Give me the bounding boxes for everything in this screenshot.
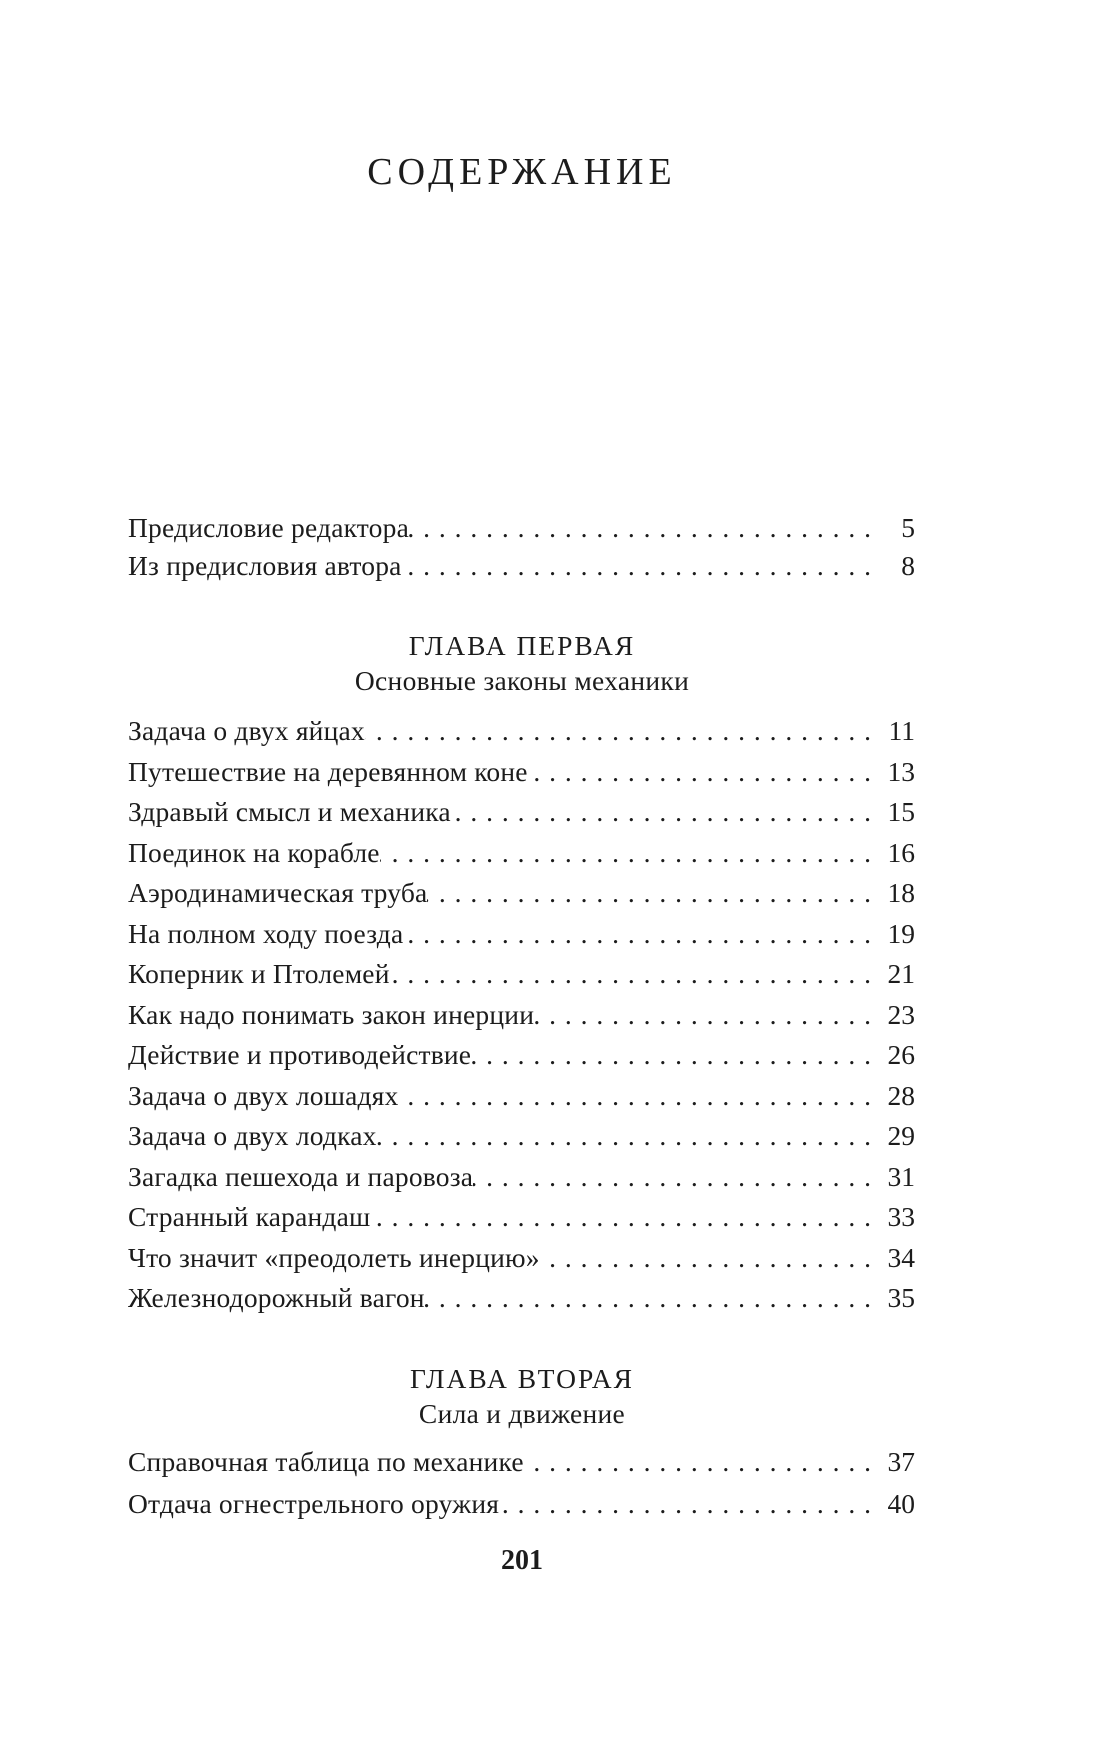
dot-leader bbox=[499, 1483, 871, 1525]
toc-entry-page: 8 bbox=[901, 550, 915, 581]
toc-entry-title: Задача о двух яйцах bbox=[128, 715, 365, 746]
toc-entry[interactable] bbox=[128, 833, 915, 874]
chapter-heading bbox=[0, 628, 1044, 698]
toc-entry-title: Справочная таблица по механике bbox=[128, 1446, 524, 1477]
toc-entry[interactable] bbox=[128, 873, 915, 914]
toc-entry[interactable] bbox=[128, 1483, 915, 1525]
toc-entry-page: 11 bbox=[888, 715, 915, 746]
toc-entry-title: Предисловие редактора bbox=[128, 512, 409, 543]
dot-leader bbox=[402, 547, 871, 585]
toc-entry[interactable] bbox=[128, 1076, 915, 1117]
toc-entry-page: 18 bbox=[887, 877, 915, 908]
toc-entry[interactable] bbox=[128, 547, 915, 585]
dot-leader bbox=[473, 1157, 871, 1198]
toc-entry[interactable] bbox=[128, 1116, 915, 1157]
toc-entry-page: 21 bbox=[887, 958, 915, 989]
toc-entry-page: 33 bbox=[887, 1201, 915, 1232]
chapter-label: ГЛАВА ВТОРАЯ bbox=[410, 1363, 634, 1394]
dot-leader bbox=[403, 914, 871, 955]
toc-entry-page: 35 bbox=[887, 1282, 915, 1313]
toc-entry-page: 34 bbox=[887, 1241, 915, 1273]
dot-leader bbox=[365, 711, 871, 752]
toc-front-matter bbox=[128, 509, 915, 585]
toc-entry[interactable] bbox=[128, 1441, 915, 1483]
dot-leader bbox=[409, 509, 871, 547]
toc-entry-page: 16 bbox=[887, 836, 915, 868]
toc-entry-title: Здравый смысл и механика bbox=[128, 796, 451, 827]
toc-entry-title: Как надо понимать закон инерции bbox=[128, 998, 535, 1030]
toc-entry-page: 15 bbox=[887, 796, 915, 827]
toc-entry-title: Из предисловия автора bbox=[128, 550, 402, 581]
toc-entry[interactable] bbox=[128, 752, 915, 793]
toc-entry-title: Задача о двух лодках bbox=[128, 1120, 377, 1151]
toc-entry-page: 5 bbox=[901, 512, 915, 543]
dot-leader bbox=[524, 1441, 871, 1483]
toc-entry[interactable] bbox=[128, 792, 915, 833]
dot-leader bbox=[528, 752, 871, 793]
toc-entry-title: Действие и противодействие bbox=[128, 1039, 472, 1070]
toc-entry-page: 23 bbox=[887, 998, 915, 1030]
toc-entry-page: 13 bbox=[887, 755, 915, 787]
toc-entry-title: Поединок на корабле bbox=[128, 836, 380, 868]
dot-leader bbox=[471, 1035, 871, 1076]
toc-entry-title: Странный карандаш bbox=[128, 1201, 371, 1232]
toc-entry-title: На полном ходу поезда bbox=[128, 917, 404, 949]
dot-leader bbox=[370, 1197, 871, 1238]
toc-entry-page: 40 bbox=[887, 1488, 915, 1519]
toc-chapter-1-entries bbox=[128, 711, 915, 1319]
toc-entry-title: Коперник и Птолемей bbox=[128, 958, 390, 989]
dot-leader bbox=[540, 1238, 871, 1279]
dot-leader bbox=[398, 1076, 871, 1117]
toc-entry[interactable] bbox=[128, 995, 915, 1036]
chapter-subtitle: Основные законы механики bbox=[354, 665, 690, 696]
toc-entry-page: 28 bbox=[887, 1079, 915, 1111]
toc-entry-page: 26 bbox=[887, 1039, 915, 1070]
toc-entry-title: Задача о двух лошадях bbox=[128, 1079, 399, 1111]
chapter-subtitle: Сила и движение bbox=[418, 1398, 626, 1429]
dot-leader bbox=[377, 1116, 871, 1157]
toc-entry-page: 19 bbox=[887, 917, 915, 949]
toc-entry-title: Аэродинамическая труба bbox=[128, 877, 428, 908]
page-title: СОДЕРЖАНИЕ bbox=[367, 151, 677, 193]
dot-leader bbox=[425, 1278, 871, 1319]
toc-entry[interactable] bbox=[128, 954, 915, 995]
dot-leader bbox=[380, 833, 871, 874]
chapter-label: ГЛАВА ПЕРВАЯ bbox=[408, 630, 636, 661]
toc-entry-title: Отдача огнестрельного оружия bbox=[128, 1488, 500, 1519]
toc-entry[interactable] bbox=[128, 1278, 915, 1319]
toc-entry-page: 29 bbox=[887, 1120, 915, 1151]
toc-entry[interactable] bbox=[128, 1197, 915, 1238]
dot-leader bbox=[534, 995, 871, 1036]
toc-entry-title: Путешествие на деревянном коне bbox=[128, 755, 528, 787]
toc-entry[interactable] bbox=[128, 1157, 915, 1198]
chapter-heading bbox=[0, 1361, 1044, 1431]
toc-chapter-2-entries bbox=[128, 1441, 915, 1525]
page-number: 201 bbox=[501, 1545, 543, 1576]
toc-entry-title: Железнодорожный вагон bbox=[128, 1282, 425, 1313]
toc-entry-page: 37 bbox=[887, 1446, 915, 1477]
toc-entry[interactable] bbox=[128, 1238, 915, 1279]
toc-entry[interactable] bbox=[128, 1035, 915, 1076]
toc-entry[interactable] bbox=[128, 509, 915, 547]
dot-leader bbox=[390, 954, 871, 995]
toc-entry-page: 31 bbox=[887, 1160, 915, 1192]
toc-entry[interactable] bbox=[128, 914, 915, 955]
dot-leader bbox=[451, 792, 871, 833]
toc-entry-title: Загадка пешехода и паровоза bbox=[128, 1160, 474, 1192]
toc-entry[interactable] bbox=[128, 711, 915, 752]
toc-entry-title: Что значит «преодолеть инерцию» bbox=[128, 1241, 540, 1273]
dot-leader bbox=[427, 873, 871, 914]
